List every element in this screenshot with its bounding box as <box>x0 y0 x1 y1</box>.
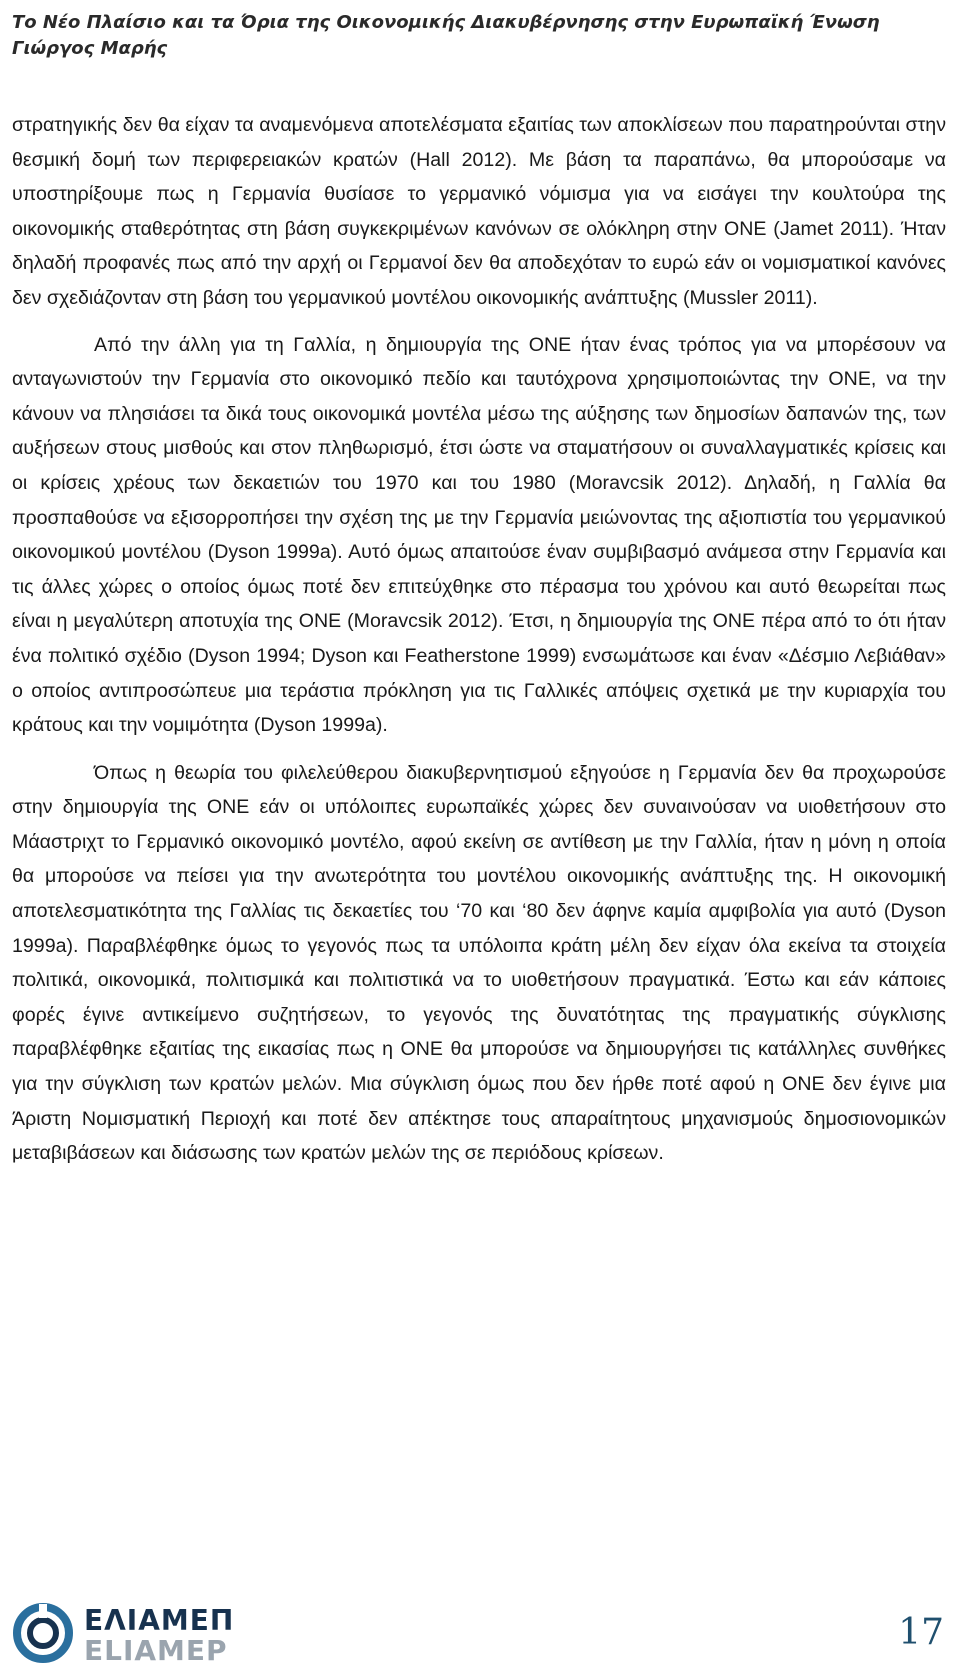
body-text <box>12 108 946 1171</box>
paragraph: στρατηγικής δεν θα είχαν τα αναμενόμενα αποτελέσματα εξαιτίας των αποκλίσεων που παρατηρούνται στην θεσμική δομή των περιφερειακών κρατών (Hall 2012). Με βάση τα παραπάνω, θα μπορούσαμε να υποστηρίξουμε πως η Γερμανία θυσίασε το γερμανικό νόμισμα για να εισάγει την κουλτούρα της οικονομικής σταθερότητας στη βάση συγκεκριμένων κανόνων σε ολόκληρη στην ΟΝΕ (Jamet 2011). Ήταν δηλαδή προφανές πως από την αρχή οι Γερμανοί δεν θα αποδεχόταν το ευρώ εάν οι νομισματικοί κανόνες δεν σχεδιάζονταν στη βάση του γερμανικού μοντέλου οικονομικής ανάπτυξης (Mussler 2011). <box>12 114 946 309</box>
document-author: Γιώργος Μαρής <box>12 38 168 59</box>
page-footer <box>0 1600 960 1674</box>
eliamep-logo <box>12 1600 235 1667</box>
document-title: Το Νέο Πλαίσιο και τα Όρια της Οικονομικής Διακυβέρνησης στην Ευρωπαϊκή Ένωση <box>12 12 880 33</box>
logo-text-latin: ELIAMEP <box>84 1634 228 1667</box>
page-number: 17 <box>898 1612 944 1653</box>
logo-text-greek: ΕΛΙΑΜΕΠ <box>84 1604 235 1637</box>
page-header <box>12 10 948 62</box>
paragraph: Από την άλλη για τη Γαλλία, η δημιουργία της ΟΝΕ ήταν ένας τρόπος για να μπορέσουν να ανταγωνιστούν την Γερμανία στο οικονομικό πεδίο και ταυτόχρονα χρησιμοποιώντας την ΟΝΕ, να την κάνουν να πλησιάσει τα δικά τους οικονομικά μοντέλα μέσω της αύξησης των δημοσίων δαπανών της, των αυξήσεων στους μισθούς και στον πληθωρισμό, έτσι ώστε να σταματήσουν οι συναλλαγματικές κρίσεις και οι κρίσεις χρέους των δεκαετιών του 1970 και του 1980 (Moravcsik 2012). Δηλαδή, η Γαλλία θα προσπαθούσε να εξισορροπήσει την σχέση της με την Γερμανία μειώνοντας της αξιοπιστία του γερμανικού οικονομικού μοντέλου (Dyson 1999a). Αυτό όμως απαιτούσε έναν συμβιβασμό ανάμεσα στην Γερμανία και τις άλλες χώρες ο οποίος όμως ποτέ δεν επιτεύχθηκε στο πέρασμα του χρόνου και αυτό θεωρείται πως είναι η μεγαλύτερη αποτυχία της ΟΝΕ (Moravcsik 2012). Έτσι, η δημιουργία της ΟΝΕ πέρα από το ότι ήταν ένα πολιτικό σχέδιο (Dyson 1994; Dyson και Featherstone 1999) ενσωμάτωσε και έναν «Δέσμιο Λεβιάθαν» ο οποίος αντιπροσώπευε μια τεράστια πρόκληση για τις Γαλλικές απόψεις σχετικά με την κυριαρχία του κράτους και την νομιμότητα (Dyson 1999a). <box>12 333 946 737</box>
paragraph: Όπως η θεωρία του φιλελεύθερου διακυβερνητισμού εξηγούσε η Γερμανία δεν θα προχωρούσε στην δημιουργία της ΟΝΕ εάν οι υπόλοιπες ευρωπαϊκές χώρες δεν συναινούσαν να υιοθετήσουν στο Μάαστριχτ το Γερμανικό οικονομικό μοντέλο, αφού εκείνη σε αντίθεση με την Γαλλία, ήταν η μόνη η οποία θα μπορούσε να πείσει για την ανωτερότητα του μοντέλου οικονομικής ανάπτυξης της. Η οικονομική αποτελεσματικότητα της Γαλλίας τις δεκαετίες του ‘70 και ‘80 δεν άφηνε καμία αμφιβολία για αυτό (Dyson 1999a). Παραβλέφθηκε όμως το γεγονός πως τα υπόλοιπα κράτη μέλη δεν είχαν όλα εκείνα τα στοιχεία πολιτικά, οικονομικά, πολιτισμικά και πολιτιστικά να το υιοθετήσουν πραγματικά. Έστω και εάν κάποιες φορές έγινε αντικείμενο συζητήσεων, το γεγονός της δυνατότητας της πραγματικής σύγκλισης παραβλέφθηκε εξαιτίας της εικασίας πως η ΟΝΕ θα μπορούσε να δημιουργήσει τις κατάλληλες συνθήκες για την σύγκλιση των κρατών μελών. Μια σύγκλιση όμως που δεν ήρθε ποτέ αφού η ΟΝΕ δεν έγινε μια Άριστη Νομισματική Περιοχή και ποτέ δεν απέκτησε τους απαραίτητους μηχανισμούς δημοσιονομικών μεταβιβάσεων και διάσωσης των κρατών μελών της σε περιόδους κρίσεων. <box>12 761 946 1165</box>
eliamep-logo-icon <box>12 1602 74 1664</box>
